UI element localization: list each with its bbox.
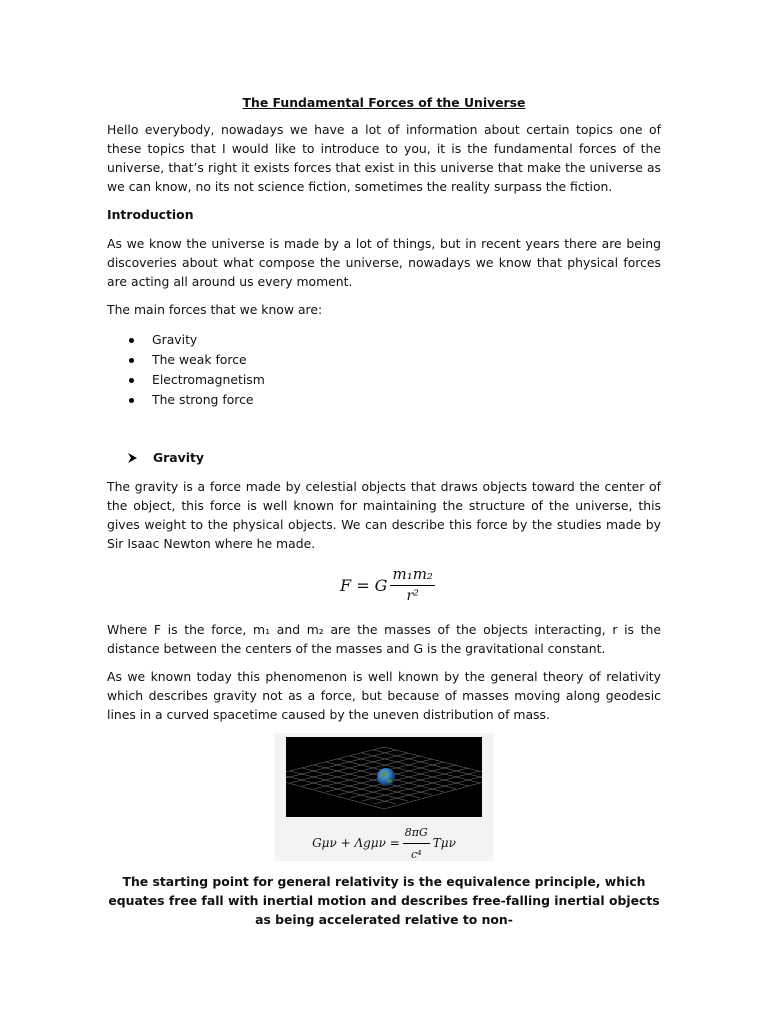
intro-paragraph: Hello everybody, nowadays we have a lot of information about certain topics one of these topics that I would like to introduce to you, it is the fundamental forces of the universe, that’s right it exists forces that exist in this universe that make the universe as we can know, no its not science fiction, sometimes the reality surpass the fiction. [107,122,661,194]
bullet-icon [129,358,134,363]
relativity-paragraph: As we known today this phenomenon is well known by the general theory of relativity which describes gravity not as a force, but because of masses moving along geodesic lines in a curved spacetime caused by the uneven distribution of mass. [107,669,661,722]
formula-numerator: m₁m₂ [390,565,434,586]
bullet-icon [129,378,134,383]
einstein-field-equation [275,823,493,864]
gravity-heading-label: Gravity [153,450,204,465]
gravity-paragraph: The gravity is a force made by celestial objects that draws objects toward the center of the object, this force is well known for maintaining the structure of the universe, this gives weight to the physical objects. We can describe this force by the studies made by Sir Isaac Newton where he made. [107,479,661,551]
gravity-heading [107,448,204,467]
equation-rhs: Tμν [432,836,456,850]
equation-lhs: Gμν + Λgμν = [312,836,400,850]
formula-fraction [390,565,434,606]
bullet-icon [129,338,134,343]
list-item: Gravity [107,330,265,350]
introduction-heading: Introduction [107,207,194,222]
equation-numerator: 8πG [403,823,430,844]
forces-lead: The main forces that we know are: [107,302,323,317]
spacetime-figure [275,733,493,861]
arrow-bullet-icon [128,453,137,463]
earth-icon [377,768,395,786]
list-item: The weak force [107,350,265,370]
figure-caption: The starting point for general relativity is the equivalence principle, which equates free fall with inertial motion and describes free-falling inertial objects as being accelerated relative to non- [108,874,660,927]
newton-formula [340,565,435,606]
list-item: The strong force [107,390,265,410]
formula-lhs: F = G [340,576,388,595]
equation-denominator: c⁴ [411,848,422,861]
document-title: The Fundamental Forces of the Universe [242,95,526,110]
formula-denominator: r² [406,588,419,604]
where-paragraph: Where F is the force, m₁ and m₂ are the masses of the objects interacting, r is the distance between the centers of the masses and G is the gravitational constant. [107,622,661,656]
list-item: Electromagnetism [107,370,265,390]
introduction-paragraph: As we know the universe is made by a lot of things, but in recent years there are being discoveries about what compose the universe, nowadays we know that physical forces are acting all around us every moment. [107,236,661,289]
spacetime-image [286,737,482,817]
spacetime-grid-illustration [286,737,482,817]
equation-fraction [403,823,430,864]
forces-list [107,330,265,410]
bullet-icon [129,398,134,403]
